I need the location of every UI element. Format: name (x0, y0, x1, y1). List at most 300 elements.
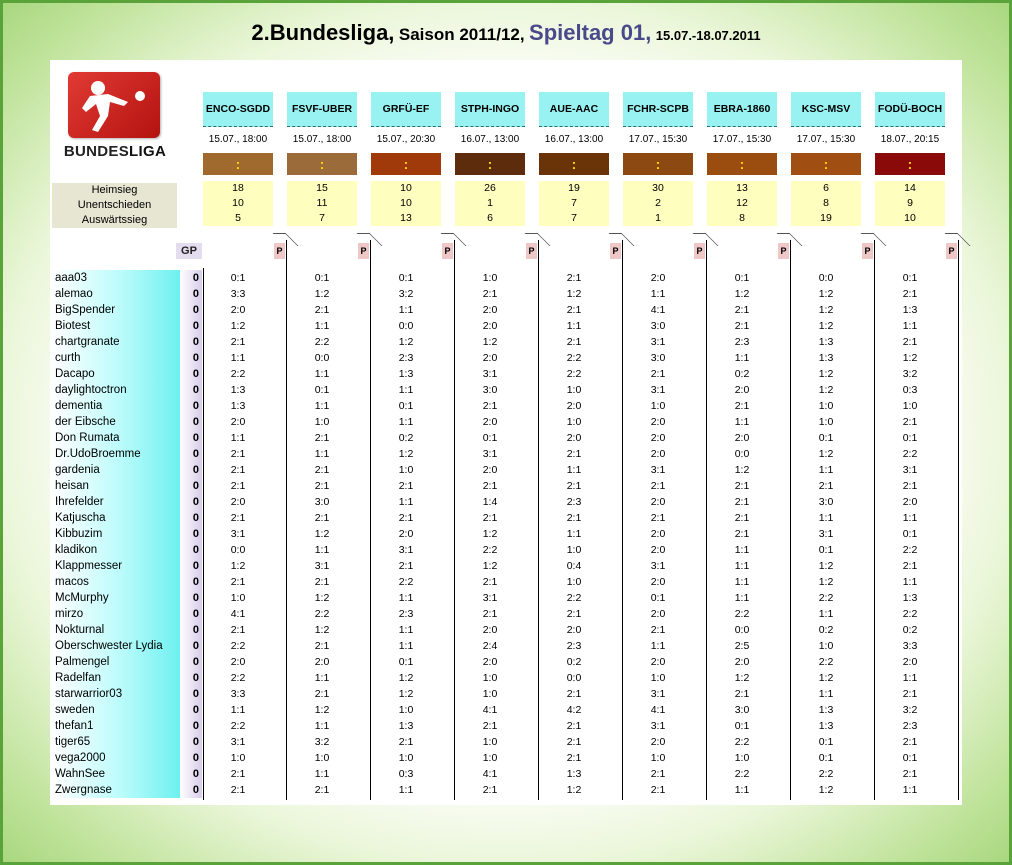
tip-cell: 2:2 (902, 448, 918, 460)
match-stat-home: 10 (400, 182, 412, 194)
tip-cell: 2:1 (734, 400, 750, 412)
tip-cell: 1:3 (398, 368, 414, 380)
tip-cell: 2:0 (398, 528, 414, 540)
tip-cell: 2:0 (482, 464, 498, 476)
player-name[interactable]: tiger65 (55, 736, 91, 748)
player-name[interactable]: daylightoctron (55, 384, 127, 396)
tip-cell: 2:1 (902, 480, 918, 492)
match-stat-draw: 11 (316, 197, 328, 209)
tip-cell: 2:0 (482, 416, 498, 428)
tip-column (623, 270, 693, 798)
tip-cell: 1:2 (818, 320, 834, 332)
points-header: P (274, 243, 285, 259)
tip-cell: 1:1 (902, 784, 918, 796)
tip-cell: 2:0 (566, 400, 582, 412)
player-gp: 0 (192, 736, 199, 748)
match-date: 18.07., 20:15 (880, 134, 940, 145)
tip-cell: 1:3 (230, 384, 246, 396)
tip-cell: 3:2 (902, 704, 918, 716)
player-name[interactable]: Nokturnal (55, 624, 105, 636)
tip-cell: 3:1 (398, 544, 414, 556)
tip-cell: 1:0 (650, 672, 666, 684)
player-gp: 0 (192, 592, 199, 604)
match-stat-draw: 12 (736, 197, 748, 209)
tip-cell: 2:2 (566, 352, 582, 364)
tip-cell: 2:2 (902, 544, 918, 556)
match-result-bar: : (875, 153, 945, 175)
tip-cell: 1:2 (230, 320, 246, 332)
tip-cell: 2:0 (566, 432, 582, 444)
tip-cell: 2:3 (398, 352, 414, 364)
tip-cell: 1:1 (734, 576, 750, 588)
match-stats (623, 181, 693, 226)
tip-cell: 2:5 (734, 640, 750, 652)
player-name[interactable]: Dacapo (55, 368, 95, 380)
player-name[interactable]: Katjuscha (55, 512, 106, 524)
tip-cell: 2:0 (650, 432, 666, 444)
tip-cell: 2:2 (230, 720, 246, 732)
tip-cell: 1:0 (566, 384, 582, 396)
tip-cell: 0:1 (734, 272, 750, 284)
tip-cell: 1:1 (650, 640, 666, 652)
tip-cell: 1:1 (314, 720, 330, 732)
tip-cell: 1:2 (314, 288, 330, 300)
player-name[interactable]: alemao (55, 288, 93, 300)
tip-cell: 2:3 (398, 608, 414, 620)
tip-cell: 1:2 (734, 288, 750, 300)
tip-cell: 2:1 (230, 624, 246, 636)
tip-cell: 1:1 (650, 288, 666, 300)
tip-cell: 2:0 (650, 736, 666, 748)
tip-cell: 3:0 (818, 496, 834, 508)
player-name[interactable]: mirzo (55, 608, 84, 620)
tip-cell: 0:1 (902, 528, 918, 540)
tip-cell: 2:1 (230, 512, 246, 524)
tip-cell: 1:1 (902, 320, 918, 332)
tip-cell: 1:2 (566, 288, 582, 300)
tip-cell: 1:0 (398, 464, 414, 476)
match-stats (455, 181, 525, 226)
tip-cell: 2:0 (650, 608, 666, 620)
tip-cell: 2:0 (314, 656, 330, 668)
tip-cell: 2:0 (230, 656, 246, 668)
tip-cell: 0:1 (398, 272, 414, 284)
tip-cell: 3:2 (314, 736, 330, 748)
tip-cell: 2:0 (230, 496, 246, 508)
player-gp: 0 (192, 432, 199, 444)
match-date: 16.07., 13:00 (544, 134, 604, 145)
tip-cell: 0:1 (314, 272, 330, 284)
tip-cell: 0:4 (566, 560, 582, 572)
tip-cell: 2:1 (902, 768, 918, 780)
logo-text-b: LIGA (129, 143, 167, 160)
tip-cell: 1:1 (314, 672, 330, 684)
tip-cell: 3:2 (398, 288, 414, 300)
tip-cell: 0:1 (902, 432, 918, 444)
tip-cell: 0:3 (902, 384, 918, 396)
tip-cell: 2:1 (314, 576, 330, 588)
player-name[interactable]: sweden (55, 704, 95, 716)
player-name[interactable]: dementia (55, 400, 103, 412)
tip-cell: 2:3 (566, 496, 582, 508)
tip-cell: 1:1 (734, 416, 750, 428)
tip-cell: 2:1 (314, 432, 330, 444)
tip-cell: 1:2 (482, 336, 498, 348)
tip-cell: 2:0 (482, 656, 498, 668)
tip-cell: 1:0 (818, 640, 834, 652)
player-name[interactable]: gardenia (55, 464, 100, 476)
tip-cell: 1:1 (566, 464, 582, 476)
tip-cell: 2:2 (230, 640, 246, 652)
player-name[interactable]: Ihrefelder (55, 496, 104, 508)
tip-cell: 2:0 (650, 656, 666, 668)
tip-cell: 2:0 (650, 496, 666, 508)
tip-cell: 1:1 (818, 688, 834, 700)
tip-cell: 1:1 (734, 352, 750, 364)
tip-cell: 2:1 (566, 336, 582, 348)
tip-cell: 0:2 (902, 624, 918, 636)
tip-cell: 1:1 (818, 464, 834, 476)
tip-cell: 1:1 (398, 496, 414, 508)
match-date: 17.07., 15:30 (628, 134, 688, 145)
tip-cell: 1:1 (398, 416, 414, 428)
tip-cell: 2:2 (734, 768, 750, 780)
player-gp: 0 (192, 464, 199, 476)
match-stat-away: 19 (820, 212, 832, 224)
player-name[interactable]: Klappmesser (55, 560, 123, 572)
tip-cell: 2:1 (734, 496, 750, 508)
points-header: P (358, 243, 369, 259)
tip-cell: 1:3 (818, 704, 834, 716)
tip-cell: 2:1 (230, 464, 246, 476)
player-name[interactable]: aaa03 (55, 272, 87, 284)
tip-cell: 3:3 (230, 288, 246, 300)
tip-cell: 1:2 (314, 592, 330, 604)
player-name[interactable]: vega2000 (55, 752, 106, 764)
tip-cell: 4:1 (230, 608, 246, 620)
tip-cell: 3:1 (230, 736, 246, 748)
tip-cell: 1:2 (818, 672, 834, 684)
tip-cell: 1:0 (398, 704, 414, 716)
match-date: 15.07., 18:00 (208, 134, 268, 145)
tip-cell: 2:2 (314, 336, 330, 348)
tip-cell: 1:2 (314, 624, 330, 636)
tip-cell: 4:1 (650, 304, 666, 316)
tip-cell: 2:1 (398, 736, 414, 748)
tip-cell: 2:1 (314, 784, 330, 796)
tip-cell: 2:1 (650, 512, 666, 524)
player-name[interactable]: WahnSee (55, 768, 106, 780)
tip-cell: 1:0 (482, 272, 498, 284)
match-stats (203, 181, 273, 226)
tip-cell: 1:2 (398, 688, 414, 700)
match-name: ENCO-SGDD (203, 92, 273, 127)
tip-cell: 2:1 (314, 480, 330, 492)
tip-cell: 0:1 (902, 272, 918, 284)
tip-column (707, 270, 777, 798)
title-matchday: Spieltag 01, (529, 20, 652, 45)
tip-cell: 2:1 (650, 480, 666, 492)
tip-cell: 4:1 (482, 704, 498, 716)
tip-cell: 2:2 (818, 768, 834, 780)
match-result-bar: : (455, 153, 525, 175)
tip-cell: 2:1 (566, 720, 582, 732)
tip-cell: 2:1 (650, 368, 666, 380)
tip-cell: 0:1 (314, 384, 330, 396)
tip-cell: 2:0 (230, 304, 246, 316)
tip-cell: 2:2 (902, 608, 918, 620)
tip-cell: 2:2 (818, 592, 834, 604)
match-name: FSVF-UBER (287, 92, 357, 127)
match-stat-away: 8 (739, 212, 745, 224)
tip-cell: 1:1 (398, 640, 414, 652)
match-column (455, 92, 525, 226)
tip-cell: 3:1 (818, 528, 834, 540)
tip-cell: 2:2 (566, 368, 582, 380)
tip-cell: 2:0 (482, 304, 498, 316)
tip-cell: 0:0 (566, 672, 582, 684)
tip-cell: 2:1 (314, 464, 330, 476)
player-gp: 0 (192, 688, 199, 700)
tip-cell: 2:1 (230, 768, 246, 780)
player-name[interactable]: starwarrior03 (55, 688, 123, 700)
match-column (791, 92, 861, 226)
match-stat-home: 13 (736, 182, 748, 194)
tip-cell: 1:0 (314, 416, 330, 428)
tip-cell: 0:1 (818, 752, 834, 764)
player-name[interactable]: heisan (55, 480, 89, 492)
tip-cell: 1:1 (230, 432, 246, 444)
tip-cell: 2:0 (482, 320, 498, 332)
tip-cell: 2:1 (314, 688, 330, 700)
tip-cell: 2:1 (482, 400, 498, 412)
tip-cell: 2:0 (650, 416, 666, 428)
tip-cell: 1:0 (398, 752, 414, 764)
tip-cell: 0:0 (230, 544, 246, 556)
player-name[interactable]: BigSpender (55, 304, 116, 316)
gp-header: GP (176, 243, 202, 259)
tip-cell: 1:2 (818, 448, 834, 460)
tip-cell: 3:1 (314, 560, 330, 572)
tip-cell: 1:3 (230, 400, 246, 412)
tip-cell: 1:1 (230, 352, 246, 364)
points-header: P (526, 243, 537, 259)
tip-cell: 2:0 (650, 544, 666, 556)
player-name[interactable]: kladikon (55, 544, 98, 556)
tip-cell: 2:1 (482, 288, 498, 300)
tip-cell: 2:3 (734, 336, 750, 348)
tip-cell: 1:0 (650, 400, 666, 412)
player-name[interactable]: Zwergnase (55, 784, 112, 796)
player-gp: 0 (192, 304, 199, 316)
tip-cell: 1:3 (566, 768, 582, 780)
tip-cell: 2:1 (482, 608, 498, 620)
tip-cell: 2:2 (230, 368, 246, 380)
tip-cell: 2:1 (734, 320, 750, 332)
match-date: 15.07., 18:00 (292, 134, 352, 145)
tip-cell: 1:2 (818, 304, 834, 316)
tip-cell: 1:2 (818, 288, 834, 300)
player-gp: 0 (192, 416, 199, 428)
player-name[interactable]: McMurphy (55, 592, 109, 604)
stat-labels (52, 183, 177, 228)
match-column (203, 92, 273, 226)
match-name: STPH-INGO (455, 92, 525, 127)
tip-cell: 1:0 (818, 400, 834, 412)
tip-cell: 1:0 (314, 752, 330, 764)
tip-cell: 0:2 (566, 656, 582, 668)
tip-cell: 1:1 (314, 320, 330, 332)
tip-cell: 2:0 (734, 384, 750, 396)
tip-cell: 4:1 (650, 704, 666, 716)
player-name[interactable]: chartgranate (55, 336, 120, 348)
match-stat-away: 13 (400, 212, 412, 224)
points-header: P (694, 243, 705, 259)
player-gp: 0 (192, 672, 199, 684)
tip-cell: 2:1 (650, 624, 666, 636)
tip-cell: 2:2 (230, 672, 246, 684)
tip-cell: 1:1 (902, 512, 918, 524)
player-name[interactable]: Oberschwester Lydia (55, 640, 163, 652)
tip-cell: 1:1 (734, 544, 750, 556)
player-name[interactable]: Palmengel (55, 656, 110, 668)
tip-cell: 3:1 (482, 368, 498, 380)
tip-cell: 0:3 (398, 768, 414, 780)
points-header: P (442, 243, 453, 259)
player-gp: 0 (192, 352, 199, 364)
tip-column (455, 270, 525, 798)
tip-cell: 2:1 (650, 768, 666, 780)
tip-cell: 1:2 (482, 528, 498, 540)
tip-cell: 2:1 (566, 304, 582, 316)
tip-cell: 1:1 (734, 784, 750, 796)
tip-cell: 1:0 (482, 752, 498, 764)
logo-wordmark (60, 143, 170, 160)
tip-cell: 2:0 (650, 576, 666, 588)
player-name[interactable]: Kibbuzim (55, 528, 103, 540)
match-column (539, 92, 609, 226)
tip-cell: 1:0 (818, 416, 834, 428)
tip-cell: 1:2 (818, 576, 834, 588)
tip-cell: 1:1 (314, 400, 330, 412)
tip-column (791, 270, 861, 798)
match-stat-draw: 7 (571, 197, 577, 209)
match-stat-away: 1 (655, 212, 661, 224)
tip-cell: 3:1 (230, 528, 246, 540)
tip-cell: 3:0 (650, 352, 666, 364)
match-stats (791, 181, 861, 226)
tip-cell: 2:1 (482, 784, 498, 796)
tip-cell: 2:1 (734, 688, 750, 700)
match-stat-home: 19 (568, 182, 580, 194)
player-gp: 0 (192, 544, 199, 556)
tip-cell: 1:0 (230, 752, 246, 764)
player-gp: 0 (192, 640, 199, 652)
player-gp: 0 (192, 272, 199, 284)
match-stat-home: 30 (652, 182, 664, 194)
tip-cell: 1:2 (734, 464, 750, 476)
tip-cell: 1:2 (734, 672, 750, 684)
player-name[interactable]: Dr.UdoBroemme (55, 448, 141, 460)
player-name[interactable]: Radelfan (55, 672, 102, 684)
match-stat-away: 7 (571, 212, 577, 224)
tip-cell: 2:2 (398, 576, 414, 588)
tip-cell: 2:1 (482, 512, 498, 524)
match-stats (539, 181, 609, 226)
player-name[interactable]: Biotest (55, 320, 91, 332)
tip-cell: 2:1 (566, 272, 582, 284)
player-name[interactable]: curth (55, 352, 81, 364)
tip-cell: 3:1 (902, 464, 918, 476)
tip-cell: 0:0 (314, 352, 330, 364)
title-season: Saison 2011/12, (398, 25, 525, 44)
player-name[interactable]: macos (55, 576, 89, 588)
points-header: P (610, 243, 621, 259)
match-column (623, 92, 693, 226)
tip-cell: 1:2 (566, 784, 582, 796)
title-dates: 15.07.-18.07.2011 (655, 28, 761, 43)
match-stat-draw: 8 (823, 197, 829, 209)
tip-cell: 1:0 (902, 400, 918, 412)
tip-cell: 2:3 (566, 640, 582, 652)
points-header: P (946, 243, 957, 259)
player-name[interactable]: der Eibsche (55, 416, 116, 428)
tip-cell: 0:1 (398, 656, 414, 668)
column-divider (958, 240, 959, 800)
tip-cell: 2:1 (482, 720, 498, 732)
player-name[interactable]: thefan1 (55, 720, 94, 732)
tip-cell: 0:2 (734, 368, 750, 380)
tip-cell: 0:1 (482, 432, 498, 444)
tip-cell: 1:1 (314, 448, 330, 460)
match-date: 16.07., 13:00 (460, 134, 520, 145)
tip-cell: 1:1 (314, 544, 330, 556)
tip-cell: 2:1 (230, 784, 246, 796)
tip-cell: 1:2 (230, 560, 246, 572)
tip-cell: 1:2 (818, 560, 834, 572)
tip-cell: 1:1 (398, 384, 414, 396)
points-header: P (862, 243, 873, 259)
tip-cell: 2:1 (230, 480, 246, 492)
bundesliga-logo-icon (68, 72, 160, 138)
match-stat-away: 7 (319, 212, 325, 224)
tip-cell: 2:0 (482, 624, 498, 636)
tip-cell: 2:1 (230, 336, 246, 348)
points-header: P (778, 243, 789, 259)
tip-cell: 2:1 (902, 336, 918, 348)
player-gp: 0 (192, 608, 199, 620)
tip-cell: 2:1 (314, 512, 330, 524)
player-gp: 0 (192, 448, 199, 460)
tip-column (203, 270, 273, 798)
tip-cell: 1:1 (566, 320, 582, 332)
tip-cell: 3:3 (902, 640, 918, 652)
player-name[interactable]: Don Rumata (55, 432, 120, 444)
match-name: FODÜ-BOCH (875, 92, 945, 127)
match-date: 17.07., 15:30 (712, 134, 772, 145)
match-stat-away: 6 (487, 212, 493, 224)
tip-cell: 2:1 (902, 288, 918, 300)
tip-cell: 1:0 (650, 752, 666, 764)
tip-cell: 2:1 (734, 512, 750, 524)
tip-cell: 1:1 (230, 704, 246, 716)
tip-cell: 2:2 (734, 736, 750, 748)
stat-label-draw: Unentschieden (77, 199, 152, 211)
tip-cell: 3:1 (650, 720, 666, 732)
logo-text-a: BUNDES (63, 143, 130, 160)
match-stat-draw: 10 (232, 197, 244, 209)
tip-cell: 3:1 (650, 560, 666, 572)
